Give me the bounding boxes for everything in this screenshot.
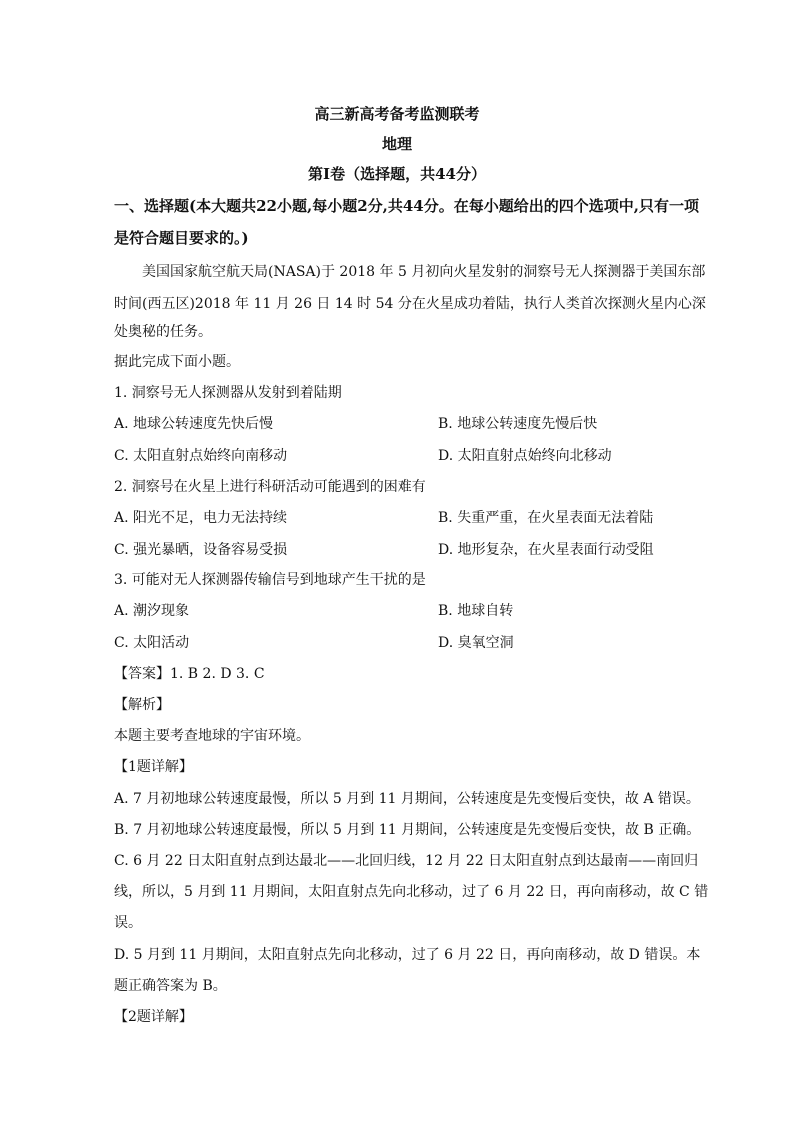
option-d: D. 臭氧空洞 bbox=[438, 635, 514, 651]
option-c: C. 太阳活动 bbox=[114, 635, 190, 651]
option-b: B. 地球自转 bbox=[438, 603, 514, 619]
section-instruction-line1: 一、选择题(本大题共22小题,每小题2分,共44分。在每小题给出的四个选项中,只有一项 bbox=[114, 197, 699, 215]
exam-title: 高三新高考备考监测联考 bbox=[314, 105, 480, 123]
detail-line: A. 7 月初地球公转速度最慢，所以 5 月到 11 月期间，公转速度是先变慢后变快，故 A 错误。 bbox=[114, 791, 700, 807]
detail-line: 误。 bbox=[114, 915, 142, 931]
answer-line: 【答案】1. B 2. D 3. C bbox=[114, 666, 265, 682]
analysis-intro: 本题主要考查地球的宇宙环境。 bbox=[114, 728, 310, 744]
detail-line: 题正确答案为 B。 bbox=[114, 978, 227, 994]
section-instruction-line2: 是符合题目要求的。) bbox=[114, 229, 249, 247]
analysis-heading: 【解析】 bbox=[114, 697, 170, 713]
detail-line: 线，所以，5 月到 11 月期间，太阳直射点先向北移动，过了 6 月 22 日，再向南移动，故 C 错 bbox=[114, 884, 709, 900]
option-d: D. 地形复杂，在火星表面行动受阻 bbox=[438, 542, 654, 558]
option-a: A. 潮汐现象 bbox=[114, 603, 190, 619]
subject-title: 地理 bbox=[381, 135, 412, 153]
passage-prompt: 据此完成下面小题。 bbox=[114, 354, 240, 370]
question-stem: 3. 可能对无人探测器传输信号到地球产生干扰的是 bbox=[114, 572, 426, 588]
passage-line: 美国国家航空航天局(NASA)于 2018 年 5 月初向火星发射的洞察号无人探测器于美国东部 bbox=[142, 264, 706, 280]
detail-heading-1: 【1题详解】 bbox=[114, 759, 193, 775]
option-a: A. 地球公转速度先快后慢 bbox=[114, 416, 274, 432]
passage-line: 时间(西五区)2018 年 11 月 26 日 14 时 54 分在火星成功着陆，执行人类首次探测火星内心深 bbox=[114, 296, 706, 312]
passage-line: 处奥秘的任务。 bbox=[114, 324, 212, 340]
question-stem: 2. 洞察号在火星上进行科研活动可能遇到的困难有 bbox=[114, 479, 426, 495]
option-b: B. 失重严重，在火星表面无法着陆 bbox=[438, 510, 654, 526]
option-c: C. 太阳直射点始终向南移动 bbox=[114, 448, 288, 464]
option-b: B. 地球公转速度先慢后快 bbox=[438, 416, 598, 432]
option-d: D. 太阳直射点始终向北移动 bbox=[438, 448, 612, 464]
detail-line: C. 6 月 22 日太阳直射点到达最北——北回归线，12 月 22 日太阳直射点到达最南——南回归 bbox=[114, 853, 699, 869]
part-title: 第Ⅰ卷（选择题，共44分） bbox=[308, 165, 486, 183]
detail-line: D. 5 月到 11 月期间，太阳直射点先向北移动，过了 6 月 22 日，再向南移动，故 D 错误。本 bbox=[114, 947, 701, 963]
option-c: C. 强光暴晒，设备容易受损 bbox=[114, 542, 288, 558]
detail-heading-2: 【2题详解】 bbox=[114, 1009, 193, 1025]
option-a: A. 阳光不足，电力无法持续 bbox=[114, 510, 288, 526]
detail-line: B. 7 月初地球公转速度最慢，所以 5 月到 11 月期间，公转速度是先变慢后变快，故 B 正确。 bbox=[114, 822, 701, 838]
question-stem: 1. 洞察号无人探测器从发射到着陆期 bbox=[114, 385, 342, 401]
